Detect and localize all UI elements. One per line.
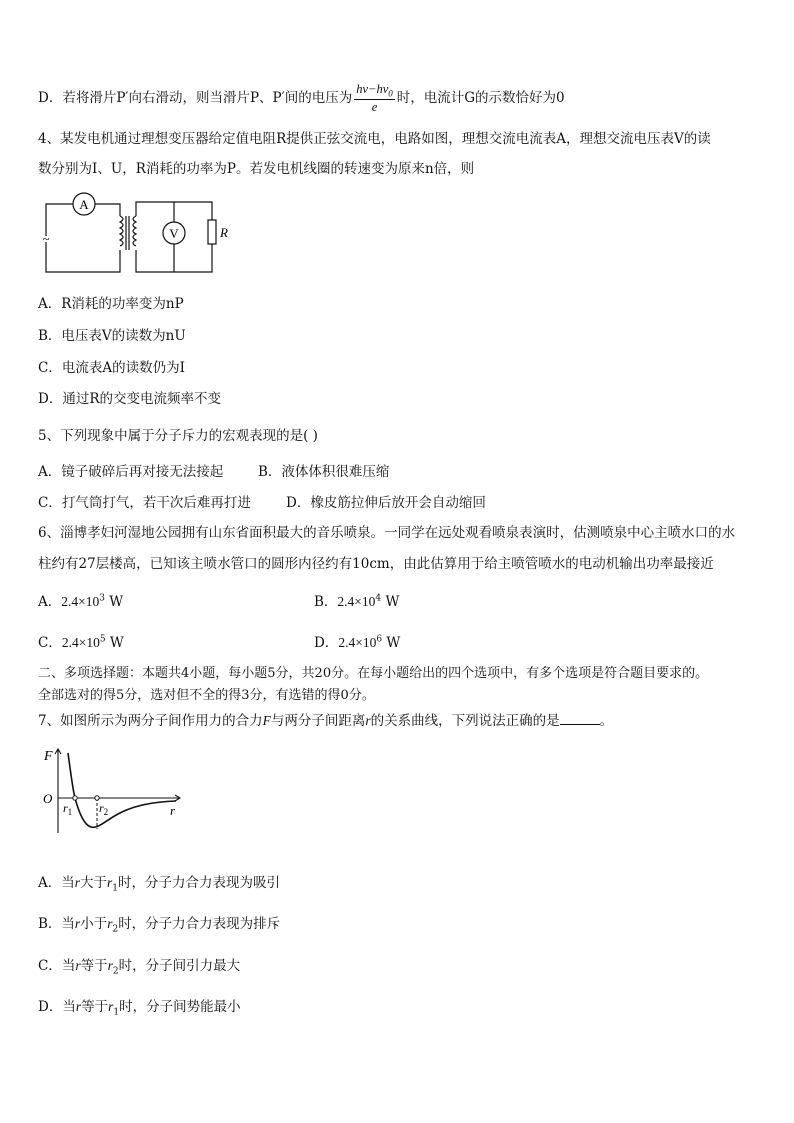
q7-stem: 7、如图所示为两分子间作用力的合力F与两分子间距离r的关系曲线，下列说法正确的是 。 (38, 713, 614, 729)
q7-option-c: C．当r等于$r_2$时，分子间引力最大 (38, 958, 241, 977)
q6-option-b: B．$2.4\times 10^4$ W (314, 593, 400, 610)
resistor-symbol (208, 220, 216, 244)
graph-r1-label: $r_1$ (63, 801, 73, 817)
frac-numerator: hν−hν (356, 82, 389, 96)
r2-point (95, 796, 99, 800)
q4-stem-line2: 数分别为I、U，R消耗的功率为P。若发电机线圈的转速变为原来n倍，则 (38, 161, 475, 177)
q6-option-c: C．$2.4\times 10^5$ W (38, 634, 124, 651)
q6-option-d: D．$2.4\times 10^6$ W (314, 634, 401, 651)
section2-heading-line2: 全部选对的得5分，选对但不全的得3分，有选错的得0分。 (38, 688, 375, 703)
q4-option-d: D．通过R的交变电流频率不变 (38, 391, 221, 407)
q4-option-c: C．电流表A的读数仍为I (38, 360, 185, 376)
voltmeter-label: V (169, 226, 179, 241)
q3-optd-text-a: D．若将滑片P′向右滑动，则当滑片P、P′间的电压为 (38, 89, 353, 106)
graph-x-label: r (170, 803, 176, 818)
graph-y-label: F (44, 749, 53, 764)
q6-stem-line2: 柱约有27层楼高，已知该主喷水管口的圆形内径约有10cm，由此估算用于给主喷管喷水的电动机输出功率最接近 (38, 556, 714, 572)
frac-denominator: e (371, 99, 378, 114)
q5-option-b: B．液体体积很难压缩 (258, 464, 390, 480)
q7-option-a: A．当r大于$r_1$时，分子力合力表现为吸引 (38, 875, 281, 894)
frac-numerator-sub: 0 (388, 88, 393, 99)
q4-option-b: B．电压表V的读数为nU (38, 328, 186, 344)
q7-option-d: D．当r等于$r_1$时，分子间势能最小 (38, 999, 241, 1018)
answer-blank[interactable] (560, 712, 600, 725)
q3-optd-text-b: 时，电流计G的示数恰好为0 (396, 89, 565, 106)
graph-origin-label: O (43, 791, 53, 806)
q4-stem-line1: 4、某发电机通过理想变压器给定值电阻R提供正弦交流电，电路如图，理想交流电流表A，理想交流电压表V的读 (38, 131, 711, 147)
q7-option-b: B．当r小于$r_2$时，分子力合力表现为排斥 (38, 916, 281, 935)
graph-r2-label: $r_2$ (99, 801, 109, 817)
q6-option-a: A．$2.4\times 10^3$ W (38, 593, 124, 610)
r1-point (73, 796, 77, 800)
q5-stem: 5、下列现象中属于分子斥力的宏观表现的是( ) (38, 428, 318, 444)
force-curve (68, 753, 176, 827)
primary-coil (120, 216, 123, 246)
primary-wire (46, 204, 73, 236)
q3-option-d (38, 82, 565, 115)
voltage-fraction (354, 82, 395, 115)
ammeter-label: A (79, 197, 89, 212)
secondary-coil (133, 216, 136, 246)
resistor-label: R (220, 225, 228, 240)
q7-force-distance-graph (38, 745, 188, 840)
q5-option-c: C．打气筒打气，若干次后难再打进 (38, 495, 251, 511)
q5-option-a: A．镜子破碎后再对接无法接起 (38, 464, 224, 480)
q6-stem-line1: 6、淄博孝妇河湿地公园拥有山东省面积最大的音乐喷泉。一同学在远处观看喷泉表演时，估测喷泉中心主喷水口的水 (38, 525, 736, 541)
ac-source-symbol: ~ (42, 231, 50, 246)
q4-option-a: A．R消耗的功率变为nP (38, 296, 184, 312)
q4-circuit-diagram (40, 190, 230, 276)
q5-option-d: D．橡皮筋拉伸后放开会自动缩回 (286, 495, 486, 511)
section2-heading-line1: 二、多项选择题：本题共4小题，每小题5分，共20分。在每小题给出的四个选项中，有多个选项是符合题目要求的。 (38, 666, 709, 681)
